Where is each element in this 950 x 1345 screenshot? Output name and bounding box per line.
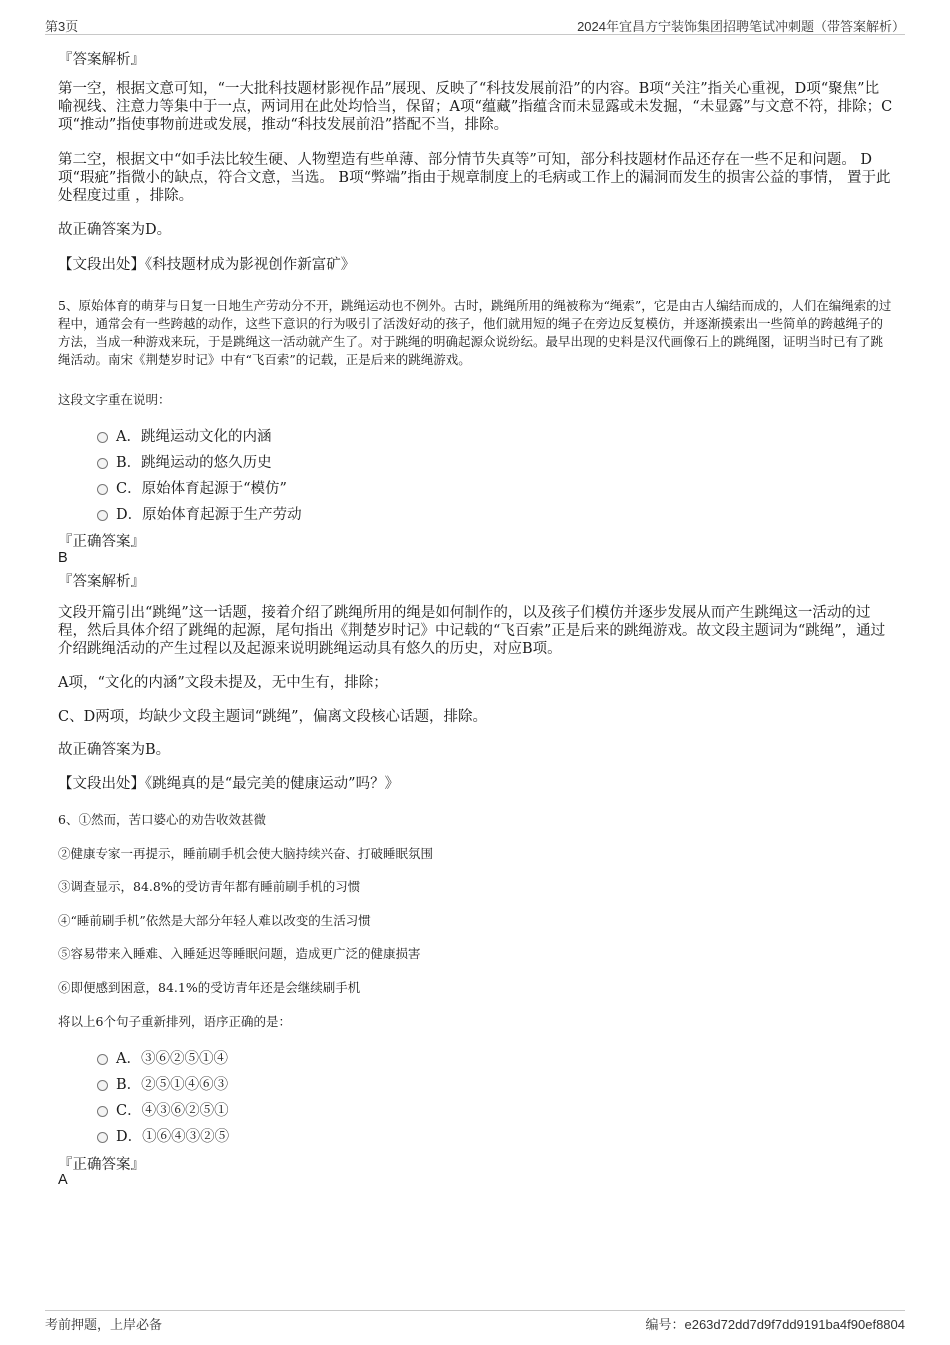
q6-question: 将以上6个句子重新排列，语序正确的是： [58, 1014, 291, 1029]
q5-analysis-para1: 文段开篇引出“跳绳”这一话题，接着介绍了跳绳所用的绳是如何制作的，以及孩子们模仿并逐步发展从而产生跳绳这一活动的过程，然后具体介绍了跳绳的起源，尾句指出《荆楚岁时记》中记载的“飞百索”正是后来的跳绳游戏。故文段主题词为“跳绳”，通过介绍跳绳活动的产生过程以及起源来说明跳绳运动具有悠久的历史，对应B项。 [58, 605, 886, 657]
option-label: B．跳绳运动的悠久历史 [116, 454, 272, 471]
q6-sentence-6: ⑥即便感到困意，84.1%的受访青年还是会继续刷手机 [58, 980, 361, 995]
option-label: A．③⑥②⑤①④ [116, 1050, 228, 1067]
q5-option-c[interactable] [97, 477, 287, 497]
option-label: D．原始体育起源于生产劳动 [116, 506, 302, 523]
q4-analysis-para2: 第二空，根据文中“如手法比较生硬、人物塑造有些单薄、部分情节失真等”可知，部分科技题材作品还存在一些不足和问题。 D项“瑕疵”指微小的缺点，符合文意，当选。 B项“弊端”指由于规章制度上的毛病或工作上的漏洞而发生的损害公益的事情， 置于此处程度过重 ，排除。 [58, 152, 891, 204]
radio-icon[interactable] [97, 1132, 108, 1143]
q5-option-a[interactable] [97, 425, 271, 445]
q5-answer-label: 『正确答案』 [58, 534, 145, 550]
option-label: B．②⑤①④⑥③ [116, 1076, 229, 1093]
q5-analysis-label: 『答案解析』 [58, 574, 145, 590]
q5-conclusion: 故正确答案为B。 [58, 742, 171, 758]
page-number: 第3页 [45, 19, 79, 34]
radio-icon[interactable] [97, 1054, 108, 1065]
q5-analysis-para2: A项，“文化的内涵”文段未提及，无中生有，排除； [58, 675, 388, 691]
option-label: C．④③⑥②⑤① [116, 1102, 229, 1119]
q6-sentence-3: ③调查显示，84.8%的受访青年都有睡前刷手机的习惯 [58, 879, 361, 894]
q5-option-b[interactable] [97, 451, 272, 471]
option-label: A．跳绳运动文化的内涵 [116, 428, 272, 445]
q5-analysis-para3: C、D两项，均缺少文段主题词“跳绳”，偏离文段核心话题，排除。 [58, 709, 488, 725]
radio-icon[interactable] [97, 432, 108, 443]
q4-analysis-label: 『答案解析』 [58, 52, 145, 68]
q5-answer: B [58, 550, 68, 566]
option-label: D．①⑥④③②⑤ [116, 1128, 230, 1145]
radio-icon[interactable] [97, 458, 108, 469]
q6-sentence-1: 6、①然而，苦口婆心的劝告收效甚微 [58, 812, 266, 827]
q5-stem: 5、原始体育的萌芽与日复一日地生产劳动分不开，跳绳运动也不例外。古时，跳绳所用的绳被称为“绳索”，它是由古人编结而成的，人们在编绳索的过程中，通常会有一些跨越的动作，这些下意识的行为吸引了活泼好动的孩子，他们就用短的绳子在旁边反复模仿，并逐渐摸索出一些简单的跨越绳子的方法，当成一种游戏来玩，于是跳绳这一活动就产生了。对于跳绳的明确起源众说纷纭。最早出现的史料是汉代画像石上的跳绳图，证明当时已有了跳绳活动。南宋《荆楚岁时记》中有“飞百索”的记载，正是后来的跳绳游戏。 [58, 298, 892, 367]
q5-question: 这段文字重在说明： [58, 392, 171, 407]
radio-icon[interactable] [97, 510, 108, 521]
option-label: C．原始体育起源于“模仿” [116, 480, 287, 497]
q6-option-c[interactable] [97, 1099, 229, 1119]
radio-icon[interactable] [97, 1080, 108, 1091]
q6-sentence-2: ②健康专家一再提示，睡前刷手机会使大脑持续兴奋、打破睡眠氛围 [58, 846, 434, 861]
footer-slogan: 考前押题，上岸必备 [45, 1317, 163, 1332]
radio-icon[interactable] [97, 484, 108, 495]
q4-analysis-para1: 第一空，根据文意可知，“一大批科技题材影视作品”展现、反映了“科技发展前沿”的内容。B项“关注”指关心重视，D项“聚焦”比喻视线、注意力等集中于一点，两词用在此处均恰当，保留；A项“蕴藏”指蕴含而未显露或未发掘，“未显露”与文意不符，排除；C项“推动”指使事物前进或发展，推动“科技发展前沿”搭配不当，排除。 [58, 81, 893, 133]
q6-option-a[interactable] [97, 1047, 228, 1067]
q6-sentence-4: ④“睡前刷手机”依然是大部分年轻人难以改变的生活习惯 [58, 913, 371, 928]
document-id: 编号：e263d72dd7d9f7dd9191ba4f90ef8804 [645, 1317, 905, 1332]
q4-source: 【文段出处】《科技题材成为影视创作新富矿》 [58, 257, 356, 273]
q6-sentence-5: ⑤容易带来入睡难、入睡延迟等睡眠问题，造成更广泛的健康损害 [58, 946, 421, 961]
q4-conclusion: 故正确答案为D。 [58, 222, 172, 238]
q6-option-b[interactable] [97, 1073, 228, 1093]
q6-answer: A [58, 1172, 68, 1188]
radio-icon[interactable] [97, 1106, 108, 1117]
document-title: 2024年宜昌方宁装饰集团招聘笔试冲刺题（带答案解析） [577, 19, 905, 34]
page-footer [45, 1310, 905, 1333]
page-header [45, 14, 905, 35]
q6-answer-label: 『正确答案』 [58, 1157, 145, 1173]
q6-option-d[interactable] [97, 1125, 229, 1145]
q5-source: 【文段出处】《跳绳真的是“最完美的健康运动”吗？》 [58, 776, 400, 792]
q5-option-d[interactable] [97, 503, 302, 523]
